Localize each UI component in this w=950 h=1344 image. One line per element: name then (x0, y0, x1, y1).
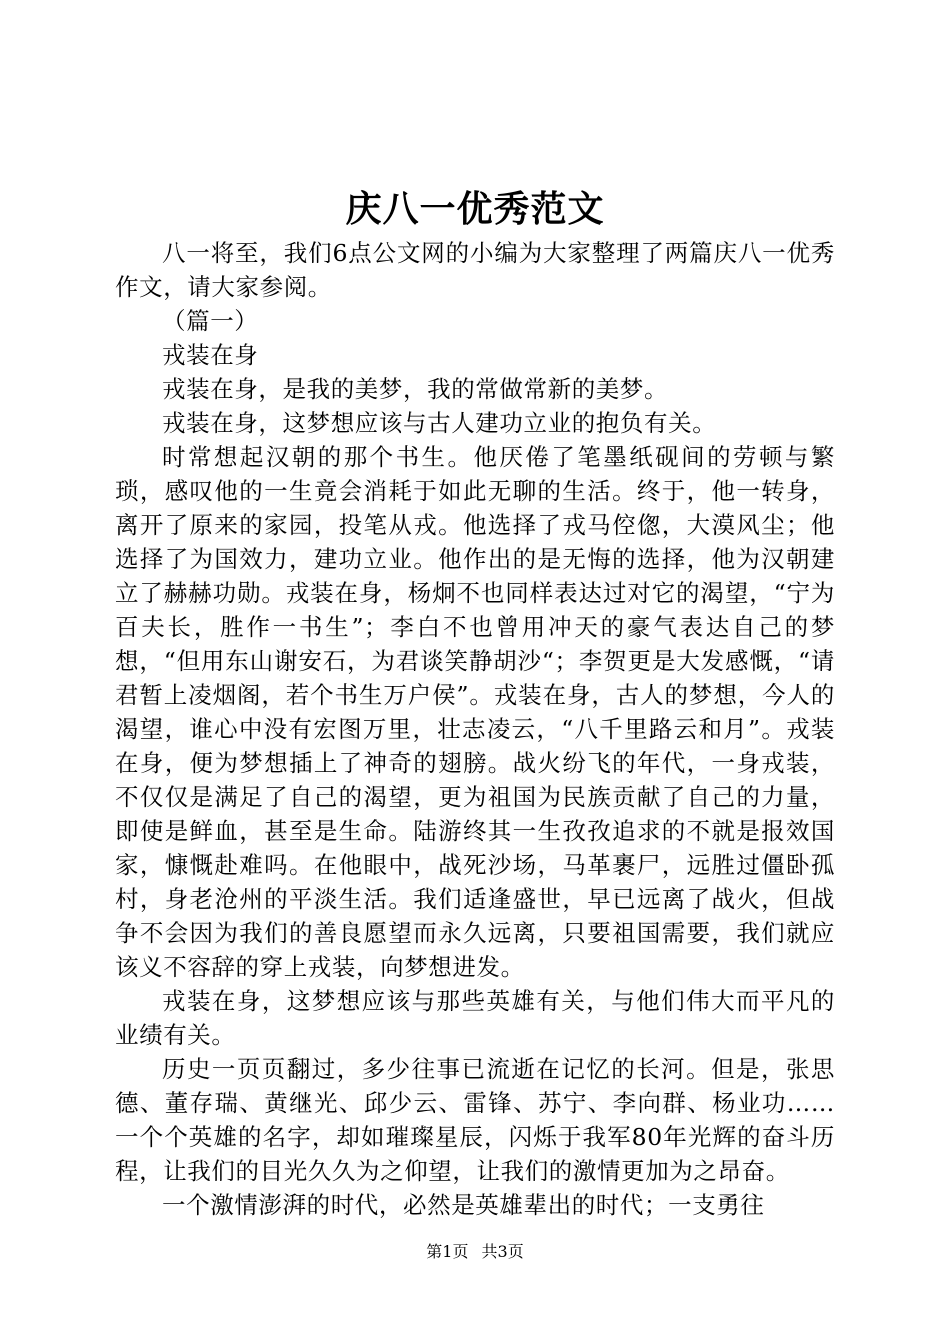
paragraph: 戎装在身，这梦想应该与古人建功立业的抱负有关。 (162, 409, 717, 437)
paragraph: 时常想起汉朝的那个书生。他厌倦了笔墨纸砚间的劳顿与繁琐，感叹他的一生竟会消耗于如此无聊的生活。终于，他一转身，离开了原来的家园，投笔从戎。他选择了戎马倥偬，大漠风尘；他选择了为国效力，建功立业。他作出的是无悔的选择，他为汉朝建立了赫赫功勋。戎装在身，杨炯不也同样表达过对它的渴望，“宁为百夫长，胜作一书生”；李白不也曾用冲天的豪气表达自己的梦想，“但用东山谢安石，为君谈笑静胡沙“；李贺更是大发感慨，“请君暂上凌烟阁，若个书生万户侯”。戎装在身，古人的梦想，今人的渴望，谁心中没有宏图万里，壮志凌云，“八千里路云和月”。戎装在身，便为梦想插上了神奇的翅膀。战火纷飞的年代，一身戎装，不仅仅是满足了自己的渴望，更为祖国为民族贡献了自己的力量，即使是鲜血，甚至是生命。陆游终其一生孜孜追求的不就是报效国家，慷慨赴难吗。在他眼中，战死沙场，马革裹尸，远胜过僵卧孤村，身老沧州的平淡生活。我们适逢盛世，早已远离了战火，但战争不会因为我们的善良愿望而永久远离，只要祖国需要，我们就应该义不容辞的穿上戎装，向梦想进发。 (115, 443, 835, 981)
paragraph: 历史一页页翻过，多少往事已流逝在记忆的长河。但是，张思德、董存瑞、黄继光、邱少云、雷锋、苏宁、李向群、杨业功……一个个英雄的名字，却如璀璨星辰，闪烁于我军80年光辉的奋斗历程，让我们的目光久久为之仰望，让我们的激情更加为之昂奋。 (115, 1055, 835, 1185)
paragraph-subtitle: 戎装在身 (162, 341, 259, 369)
document-title: 庆八一优秀范文 (345, 188, 605, 230)
page-footer (0, 1242, 950, 1262)
page-total: 共3页 (481, 1242, 524, 1261)
paragraph-part-label: （篇一） (162, 307, 259, 335)
paragraph-intro: 八一将至，我们6点公文网的小编为大家整理了两篇庆八一优秀作文，请大家参阅。 (115, 239, 835, 301)
paragraph: 戎装在身，是我的美梦，我的常做常新的美梦。 (162, 375, 669, 403)
paragraph: 一个激情澎湃的时代，必然是英雄辈出的时代；一支勇往 (162, 1191, 765, 1219)
document-body (115, 236, 835, 1222)
paragraph: 戎装在身，这梦想应该与那些英雄有关，与他们伟大而平凡的业绩有关。 (115, 987, 835, 1049)
page-number: 第1页 (426, 1242, 469, 1261)
